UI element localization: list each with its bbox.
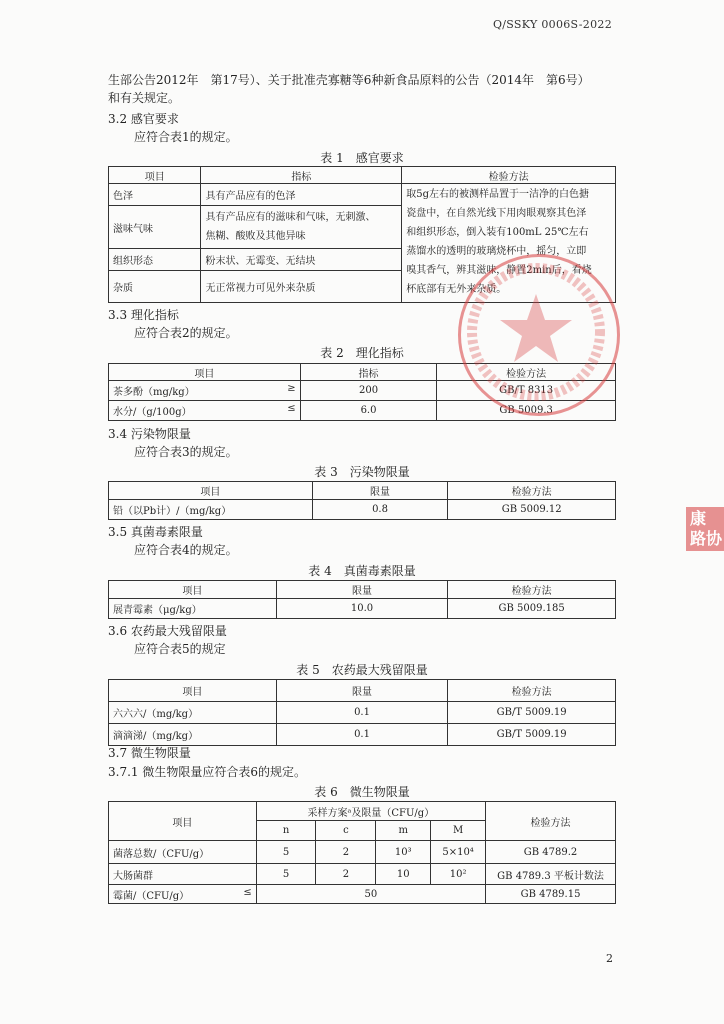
table-2-caption: 表 2 理化指标 (320, 346, 404, 360)
header-item: 项目 (109, 680, 277, 702)
header-method: 检验方法 (448, 482, 616, 500)
header-method: 检验方法 (448, 581, 616, 599)
row-item (109, 401, 301, 421)
row-item: 展青霉素（μg/kg） (109, 599, 277, 619)
table-row (109, 885, 616, 904)
row-n: 5 (256, 864, 316, 885)
table-header-row (109, 802, 616, 821)
section-3-4-text: 应符合表3的规定。 (134, 445, 238, 459)
method-line: 取5g左右的被测样品置于一洁净的白色搪 (406, 189, 589, 200)
row-method: GB/T 8313 (437, 381, 616, 401)
method-line: 蒸馏水的透明的玻璃烧杯中，摇匀，立即 (406, 246, 587, 257)
header-indicator: 指标 (300, 364, 437, 381)
row-method: GB/T 5009.19 (448, 702, 616, 724)
header-method: 检验方法 (448, 680, 616, 702)
section-3-3-heading: 3.3 理化指标 (108, 308, 179, 322)
row-method: GB/T 5009.19 (448, 724, 616, 746)
table-6-caption: 表 6 微生物限量 (314, 785, 410, 799)
table-row (109, 724, 616, 746)
header-c: c (316, 821, 376, 841)
table-4-caption: 表 4 真菌毒素限量 (308, 564, 416, 578)
header-item: 项目 (109, 482, 313, 500)
row-requirement: 无正常视力可见外来杂质 (201, 271, 402, 303)
row-value: 0.1 (276, 702, 448, 724)
seal-star-icon (458, 254, 614, 410)
row-item: 组织形态 (109, 249, 201, 271)
section-3-6-text: 应符合表5的规定 (134, 642, 226, 656)
requirement-line: 焦糊、酸败及其他异味 (205, 231, 306, 242)
header-M: M (431, 821, 486, 841)
section-3-7-1-text: 3.7.1 微生物限量应符合表6的规定。 (108, 765, 306, 779)
section-3-7-heading: 3.7 微生物限量 (108, 746, 191, 760)
table-header-row (109, 482, 616, 500)
comparison-operator: ≤ (243, 886, 252, 898)
table-3-contaminants (108, 481, 616, 520)
item-label: 霉菌/（CFU/g） (113, 890, 190, 902)
row-method: GB 4789.2 (486, 841, 616, 864)
table-row (109, 841, 616, 864)
table-5-caption: 表 5 农药最大残留限量 (296, 663, 428, 677)
row-m: 10 (376, 864, 431, 885)
row-method: GB 5009.3 (437, 401, 616, 421)
row-requirement (201, 206, 402, 249)
row-value: 0.8 (312, 500, 448, 520)
header-item: 项目 (109, 167, 201, 184)
row-value: 10.0 (276, 599, 448, 619)
row-item: 滋味气味 (109, 206, 201, 249)
section-3-5-text: 应符合表4的规定。 (134, 543, 238, 557)
header-method: 检验方法 (486, 802, 616, 841)
official-seal (458, 254, 620, 416)
header-n: n (256, 821, 316, 841)
header-method: 检验方法 (437, 364, 616, 381)
row-item: 六六六/（mg/kg） (109, 702, 277, 724)
method-line: 嗅其香气，辨其滋味，静置2min后，看烧 (406, 265, 592, 276)
header-method: 检验方法 (402, 167, 616, 184)
edge-stamp (686, 507, 724, 551)
header-item: 项目 (109, 802, 257, 841)
item-label: 茶多酚（mg/kg） (113, 387, 195, 398)
table-header-row (109, 167, 616, 184)
table-3-caption: 表 3 污染物限量 (314, 465, 410, 479)
row-m: 10³ (376, 841, 431, 864)
intro-line-1: 生部公告2012年 第17号）、关于批准壳寡糖等6种新食品原料的公告（2014年 第6号） (108, 73, 590, 87)
method-line: 和组织形态，倒入装有100mL 25℃左右 (406, 227, 589, 238)
row-M: 10² (431, 864, 486, 885)
header-limit: 限量 (312, 482, 448, 500)
comparison-operator: ≤ (287, 403, 296, 414)
table-row (109, 599, 616, 619)
table-header-row (109, 581, 616, 599)
row-method: GB 4789.3 平板计数法 (486, 864, 616, 885)
section-3-6-heading: 3.6 农药最大残留限量 (108, 624, 227, 638)
comparison-operator: ≥ (287, 383, 296, 394)
row-value: 6.0 (300, 401, 437, 421)
row-method: GB 5009.12 (448, 500, 616, 520)
section-3-2-text: 应符合表1的规定。 (134, 130, 238, 144)
table-1-caption: 表 1 感官要求 (320, 151, 404, 165)
row-method: GB 4789.15 (486, 885, 616, 904)
row-item: 大肠菌群 (109, 864, 257, 885)
row-n: 5 (256, 841, 316, 864)
method-line: 瓷盘中，在自然光线下用肉眼观察其色泽 (406, 208, 587, 219)
header-item: 项目 (109, 581, 277, 599)
header-m: m (376, 821, 431, 841)
table-row (109, 500, 616, 520)
row-item: 色泽 (109, 184, 201, 206)
table-5-pesticides (108, 679, 616, 746)
header-sampling-plan: 采样方案ᵃ及限量（CFU/g） (256, 802, 485, 821)
row-item: 铅（以Pb计）/（mg/kg） (109, 500, 313, 520)
requirement-line: 具有产品应有的滋味和气味，无刺激、 (205, 212, 376, 223)
table-4-mycotoxins (108, 580, 616, 619)
row-item (109, 885, 257, 904)
row-item: 滴滴涕/（mg/kg） (109, 724, 277, 746)
row-c: 2 (316, 841, 376, 864)
section-3-5-heading: 3.5 真菌毒素限量 (108, 525, 203, 539)
row-item: 菌落总数/（CFU/g） (109, 841, 257, 864)
item-label: 水分/（g/100g） (113, 407, 192, 418)
row-requirement: 具有产品应有的色泽 (201, 184, 402, 206)
table-6-microbiology (108, 801, 616, 904)
header-limit: 限量 (276, 680, 448, 702)
header-item: 项目 (109, 364, 301, 381)
row-M: 5×10⁴ (431, 841, 486, 864)
table-row (109, 702, 616, 724)
row-value: 0.1 (276, 724, 448, 746)
table-header-row (109, 680, 616, 702)
document-code: Q/SSKY 0006S-2022 (492, 18, 612, 31)
row-method: GB 5009.185 (448, 599, 616, 619)
intro-line-2: 和有关规定。 (108, 91, 181, 105)
stamp-text-line: 路协 (689, 529, 722, 548)
header-indicator: 指标 (201, 167, 402, 184)
row-item (109, 381, 301, 401)
row-requirement: 粉末状、无霉变、无结块 (201, 249, 402, 271)
header-limit: 限量 (276, 581, 448, 599)
row-item: 杂质 (109, 271, 201, 303)
page-number: 2 (606, 952, 613, 965)
row-value: 200 (300, 381, 437, 401)
method-line: 杯底部有无外来杂质。 (406, 284, 507, 295)
row-value: 50 (256, 885, 485, 904)
table-row (109, 184, 616, 206)
section-3-3-text: 应符合表2的规定。 (134, 326, 238, 340)
section-3-4-heading: 3.4 污染物限量 (108, 427, 191, 441)
row-c: 2 (316, 864, 376, 885)
stamp-text-line: 康 (689, 509, 706, 528)
table-row (109, 864, 616, 885)
section-3-2-heading: 3.2 感官要求 (108, 112, 179, 126)
